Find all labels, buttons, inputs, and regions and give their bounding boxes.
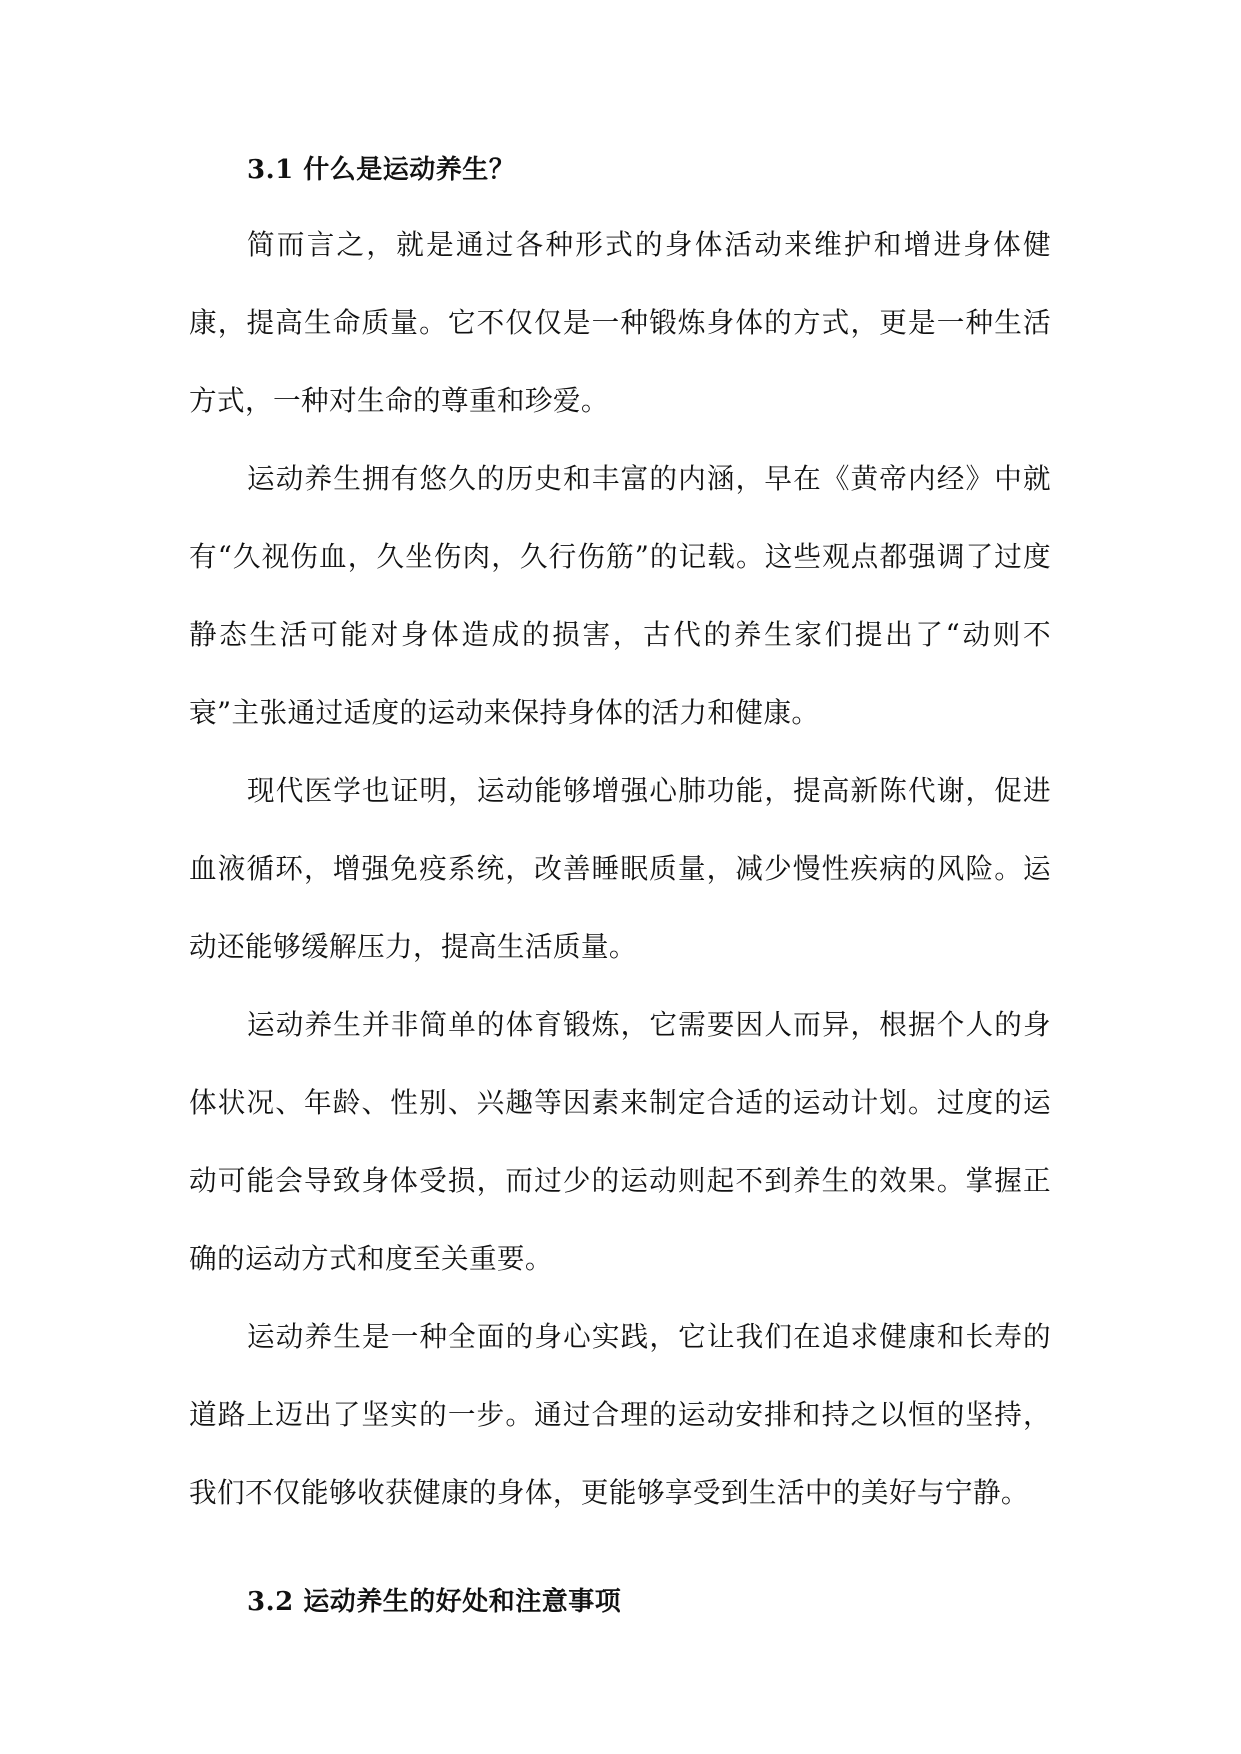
paragraph-conclusion: 运动养生是一种全面的身心实践，它让我们在追求健康和长寿的道路上迈出了坚实的一步。通过合理的运动安排和持之以恒的坚持，我们不仅能够收获健康的身体，更能够享受到生活中的美好与宁静。 <box>189 1320 1051 1509</box>
paragraph-individualization: 运动养生并非简单的体育锻炼，它需要因人而异，根据个人的身体状况、年龄、性别、兴趣等因素来制定合适的运动计划。过度的运动可能会导致身体受损，而过少的运动则起不到养生的效果。掌握正确的运动方式和度至关重要。 <box>189 1008 1051 1275</box>
section-heading-3-2: 3.2 运动养生的好处和注意事项 <box>247 1587 622 1617</box>
section-heading-3-1: 3.1 什么是运动养生？ <box>247 155 516 185</box>
paragraph-history: 运动养生拥有悠久的历史和丰富的内涵，早在《黄帝内经》中就有“久视伤血，久坐伤肉，久行伤筋”的记载。这些观点都强调了过度静态生活可能对身体造成的损害，古代的养生家们提出了“动则不衰”主张通过适度的运动来保持身体的活力和健康。 <box>189 462 1051 729</box>
paragraph-definition: 简而言之，就是通过各种形式的身体活动来维护和增进身体健康，提高生命质量。它不仅仅是一种锻炼身体的方式，更是一种生活方式，一种对生命的尊重和珍爱。 <box>189 228 1051 417</box>
document-body <box>189 140 1051 1632</box>
paragraph-modern-medicine: 现代医学也证明，运动能够增强心肺功能，提高新陈代谢，促进血液循环，增强免疫系统，改善睡眠质量，减少慢性疾病的风险。运动还能够缓解压力，提高生活质量。 <box>189 774 1051 963</box>
